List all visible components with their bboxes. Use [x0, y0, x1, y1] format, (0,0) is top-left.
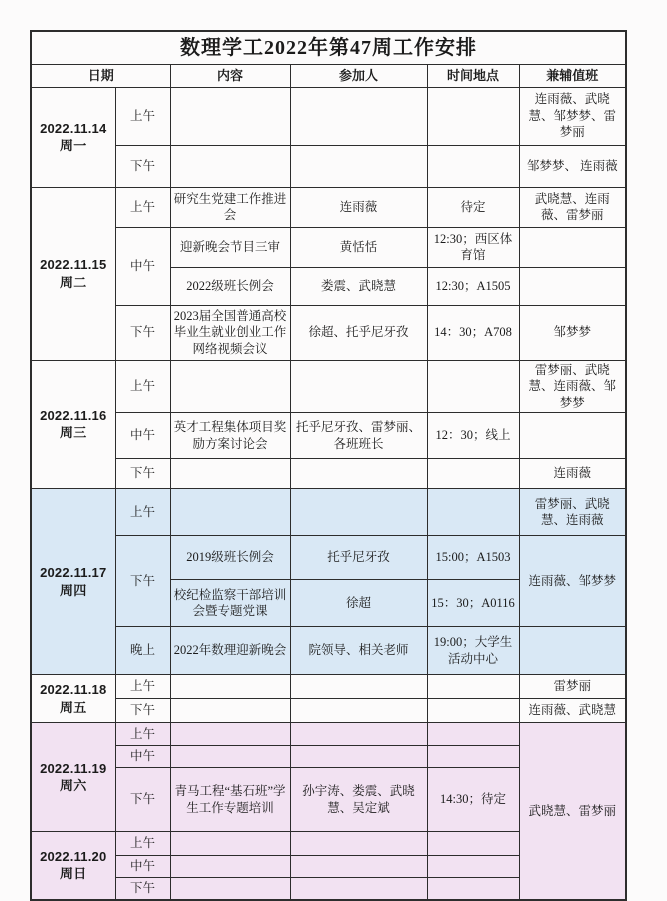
time-place-cell: [427, 145, 519, 187]
period-cell: 下午: [115, 536, 170, 627]
period-cell: 下午: [115, 145, 170, 187]
content-cell: 英才工程集体项目奖励方案讨论会: [170, 413, 290, 459]
col-header-participants: 参加人: [290, 65, 427, 87]
participants-cell: 徐超: [290, 580, 427, 627]
period-cell: 上午: [115, 723, 170, 746]
schedule-table: [30, 30, 627, 901]
date-text: 2022.11.14: [40, 120, 107, 136]
duty-cell: 雷梦丽、武晓慧、连雨薇、邹梦梦: [519, 360, 626, 413]
content-cell: [170, 489, 290, 536]
period-cell: 晚上: [115, 627, 170, 675]
participants-cell: 黄恬恬: [290, 227, 427, 267]
participants-cell: [290, 145, 427, 187]
period-cell: 下午: [115, 699, 170, 723]
participants-cell: [290, 699, 427, 723]
period-cell: 中午: [115, 746, 170, 768]
date-cell: [31, 87, 115, 187]
period-cell: 下午: [115, 459, 170, 489]
period-cell: 中午: [115, 856, 170, 878]
time-place-cell: 12:30；西区体育馆: [427, 227, 519, 267]
participants-cell: 连雨薇: [290, 187, 427, 227]
period-cell: 下午: [115, 768, 170, 832]
participants-cell: 托乎尼牙孜、雷梦丽、各班班长: [290, 413, 427, 459]
time-place-cell: [427, 459, 519, 489]
content-cell: [170, 675, 290, 699]
time-place-cell: 15:00；A1503: [427, 536, 519, 580]
participants-cell: [290, 746, 427, 768]
weekday-text: 周六: [60, 778, 87, 794]
time-place-cell: [427, 746, 519, 768]
participants-cell: [290, 459, 427, 489]
content-cell: [170, 459, 290, 489]
duty-cell: 连雨薇、武晓慧、邹梦梦、雷梦丽: [519, 87, 626, 145]
period-cell: 上午: [115, 675, 170, 699]
col-header-content: 内容: [170, 65, 290, 87]
time-place-cell: 14：30；A708: [427, 305, 519, 360]
time-place-cell: 15：30；A0116: [427, 580, 519, 627]
content-cell: 2023届全国普通高校毕业生就业创业工作网络视频会议: [170, 305, 290, 360]
time-place-cell: [427, 87, 519, 145]
time-place-cell: [427, 699, 519, 723]
content-cell: 青马工程“基石班”学生工作专题培训: [170, 768, 290, 832]
participants-cell: [290, 675, 427, 699]
weekday-text: 周四: [60, 582, 87, 598]
duty-cell: [519, 227, 626, 267]
participants-cell: 院领导、相关老师: [290, 627, 427, 675]
date-cell: [31, 723, 115, 832]
content-cell: 校纪检监察干部培训会暨专题党课: [170, 580, 290, 627]
duty-cell: [519, 627, 626, 675]
period-cell: 上午: [115, 360, 170, 413]
participants-cell: [290, 856, 427, 878]
duty-cell: 邹梦梦、 连雨薇: [519, 145, 626, 187]
date-text: 2022.11.15: [40, 257, 107, 273]
content-cell: [170, 87, 290, 145]
content-cell: 研究生党建工作推进会: [170, 187, 290, 227]
participants-cell: 孙宇涛、娄震、武晓慧、吴定斌: [290, 768, 427, 832]
weekday-text: 周二: [60, 274, 87, 290]
participants-cell: [290, 878, 427, 900]
table-title: 数理学工2022年第47周工作安排: [31, 31, 626, 65]
period-cell: 中午: [115, 413, 170, 459]
time-place-cell: [427, 675, 519, 699]
date-cell: [31, 489, 115, 675]
participants-cell: 徐超、托乎尼牙孜: [290, 305, 427, 360]
content-cell: 2019级班长例会: [170, 536, 290, 580]
participants-cell: 娄震、武晓慧: [290, 267, 427, 305]
duty-cell: 武晓慧、雷梦丽: [519, 723, 626, 900]
col-header-date: 日期: [31, 65, 170, 87]
content-cell: [170, 699, 290, 723]
period-cell: 上午: [115, 489, 170, 536]
time-place-cell: 待定: [427, 187, 519, 227]
date-text: 2022.11.19: [40, 760, 107, 776]
date-cell: [31, 675, 115, 723]
period-cell: 中午: [115, 227, 170, 305]
weekday-text: 周一: [60, 138, 87, 154]
content-cell: 2022年数理迎新晚会: [170, 627, 290, 675]
participants-cell: 托乎尼牙孜: [290, 536, 427, 580]
col-header-duty: 兼辅值班: [519, 65, 626, 87]
content-cell: [170, 746, 290, 768]
content-cell: [170, 145, 290, 187]
date-text: 2022.11.20: [40, 849, 107, 865]
duty-cell: 连雨薇: [519, 459, 626, 489]
content-cell: 迎新晚会节目三审: [170, 227, 290, 267]
duty-cell: 雷梦丽: [519, 675, 626, 699]
col-header-time-place: 时间地点: [427, 65, 519, 87]
participants-cell: [290, 489, 427, 536]
duty-cell: 连雨薇、邹梦梦: [519, 536, 626, 627]
time-place-cell: [427, 878, 519, 900]
time-place-cell: 14:30；待定: [427, 768, 519, 832]
date-text: 2022.11.18: [40, 682, 107, 698]
content-cell: [170, 856, 290, 878]
date-cell: [31, 360, 115, 489]
period-cell: 上午: [115, 187, 170, 227]
period-cell: 下午: [115, 878, 170, 900]
participants-cell: [290, 723, 427, 746]
time-place-cell: [427, 360, 519, 413]
duty-cell: 雷梦丽、武晓慧、连雨薇: [519, 489, 626, 536]
date-cell: [31, 832, 115, 900]
weekday-text: 周五: [60, 699, 87, 715]
content-cell: [170, 878, 290, 900]
time-place-cell: [427, 856, 519, 878]
participants-cell: [290, 360, 427, 413]
date-text: 2022.11.16: [40, 408, 107, 424]
duty-cell: [519, 413, 626, 459]
content-cell: [170, 360, 290, 413]
time-place-cell: 19:00；大学生活动中心: [427, 627, 519, 675]
time-place-cell: 12:30；A1505: [427, 267, 519, 305]
time-place-cell: [427, 489, 519, 536]
weekday-text: 周三: [60, 425, 87, 441]
weekday-text: 周日: [60, 866, 87, 882]
duty-cell: 连雨薇、武晓慧: [519, 699, 626, 723]
time-place-cell: 12：30；线上: [427, 413, 519, 459]
participants-cell: [290, 832, 427, 856]
duty-cell: 邹梦梦: [519, 305, 626, 360]
time-place-cell: [427, 723, 519, 746]
date-text: 2022.11.17: [40, 565, 107, 581]
date-cell: [31, 187, 115, 360]
content-cell: 2022级班长例会: [170, 267, 290, 305]
duty-cell: [519, 267, 626, 305]
period-cell: 上午: [115, 832, 170, 856]
content-cell: [170, 832, 290, 856]
time-place-cell: [427, 832, 519, 856]
duty-cell: 武晓慧、连雨薇、雷梦丽: [519, 187, 626, 227]
period-cell: 下午: [115, 305, 170, 360]
period-cell: 上午: [115, 87, 170, 145]
content-cell: [170, 723, 290, 746]
participants-cell: [290, 87, 427, 145]
